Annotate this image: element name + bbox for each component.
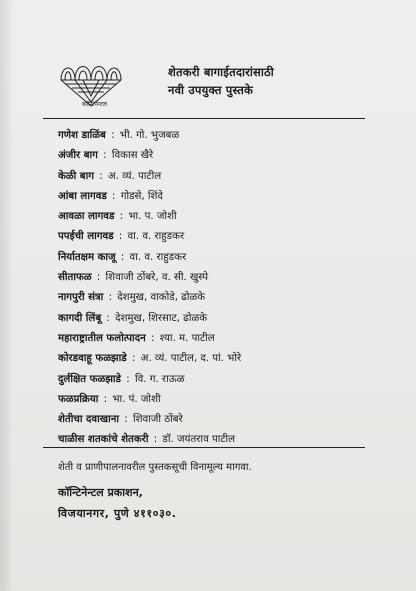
catalog-note: शेती व प्राणीपालनावरील पुस्तकसूची विनामूल्य मागवा. [58, 462, 252, 473]
book-subject: चाळीस शतकांचे शेतकरी [58, 434, 149, 446]
book-subject: अंजीर बाग [58, 150, 98, 162]
book-item: शेतीचा दवाखाना : शिवाजी ठोंबरे [58, 414, 183, 426]
book-item: नागपुरी संत्रा : देशमुख, वाकोडे, ढोळके [58, 292, 206, 304]
publisher-name: कॉन्टिनेन्टल प्रकाशन, [58, 486, 143, 499]
book-author: देशमुख, शिरसाट, ढोळके [115, 312, 208, 324]
book-author: भी. गो. भुजबळ [119, 130, 180, 141]
book-item: महाराष्ट्रातील फलोत्पादन : श्या. म. पाटील [58, 332, 215, 344]
book-author: गोडसे, शिंदे [120, 190, 163, 202]
book-author: डॉ. जयंतराव पाटील [162, 434, 236, 446]
book-item: सीताफळ : शिवाजी ठोंबरे, व. सी. खुस्पे [58, 272, 209, 284]
book-list [58, 126, 378, 451]
book-subject: नागपुरी संत्रा [58, 292, 104, 304]
book-item: कागदी लिंबू : देशमुख, शिरसाट, ढोळके [58, 312, 208, 324]
book-subject: केळी बाग [58, 170, 94, 182]
bottom-divider [43, 447, 365, 448]
book-author: अ. व्यं. पाटील, द. पां. भोरे [140, 353, 242, 365]
book-author: वा. व. राहुडकर [129, 251, 187, 263]
book-author: वा. व. राहुडकर [127, 231, 185, 243]
publisher-block [58, 482, 177, 524]
book-subject: सीताफळ [58, 272, 92, 284]
book-author: शिवाजी ठोंबरे, व. सी. खुस्पे [105, 272, 209, 284]
spine-shadow [0, 0, 14, 591]
book-author: भा. पं. जोशी [112, 393, 161, 405]
book-item: दुर्लक्षित फळझाडे : वि. ग. राऊळ [58, 373, 185, 385]
headline-line-2: नवी उपयुक्त पुस्तके [168, 83, 253, 97]
book-subject: फळप्रक्रिया [58, 393, 99, 405]
book-subject: आंबा लागवड [58, 190, 107, 202]
headline-line-1: शेतकरी बागाईतदारांसाठी [168, 65, 274, 79]
headline [168, 63, 388, 99]
book-item: पपईची लागवड : वा. व. राहुडकर [58, 231, 185, 243]
book-author: शिवाजी ठोंबरे [132, 414, 183, 426]
book-subject: आवळा लागवड [58, 211, 115, 223]
book-item: गणेश डाळिंब : भी. गो. भुजबळ [58, 130, 180, 141]
book-author: भा. प. जोशी [128, 211, 177, 223]
book-subject: शेतीचा दवाखाना [58, 414, 120, 426]
book-subject: निर्यातक्षम काजू [58, 251, 116, 263]
book-subject: महाराष्ट्रातील फलोत्पादन [58, 332, 146, 344]
book-subject: गणेश डाळिंब [58, 130, 106, 141]
top-divider [43, 118, 365, 119]
book-item: केळी बाग : अ. व्यं. पाटील [58, 170, 162, 182]
book-item: निर्यातक्षम काजू : वा. व. राहुडकर [58, 251, 187, 263]
book-item: अंजीर बाग : विकास खैरे [58, 150, 154, 162]
book-subject: पपईची लागवड [58, 231, 114, 243]
book-author: वि. ग. राऊळ [134, 373, 185, 385]
book-item: फळप्रक्रिया : भा. पं. जोशी [58, 393, 161, 405]
book-author: विकास खैरे [111, 150, 154, 162]
book-item: आवळा लागवड : भा. प. जोशी [58, 211, 177, 223]
publisher-address: विजयानगर, पुणे ४११०३०. [58, 507, 177, 520]
logo-caption: कॉन्टिनेन्टल [82, 101, 107, 108]
book-author: अ. व्यं. पाटील [107, 170, 162, 182]
book-author: देशमुख, वाकोडे, ढोळके [117, 292, 206, 304]
book-subject: दुर्लक्षित फळझाडे [58, 373, 122, 385]
book-subject: कागदी लिंबू [58, 312, 102, 324]
book-item: चाळीस शतकांचे शेतकरी : डॉ. जयंतराव पाटील [58, 434, 236, 446]
book-item: कोरडवाहू फळझाडे : अ. व्यं. पाटील, द. पां. भोरे [58, 353, 242, 365]
book-author: श्या. म. पाटील [159, 332, 215, 344]
book-subject: कोरडवाहू फळझाडे [58, 353, 127, 365]
book-item: आंबा लागवड : गोडसे, शिंदे [58, 190, 163, 202]
